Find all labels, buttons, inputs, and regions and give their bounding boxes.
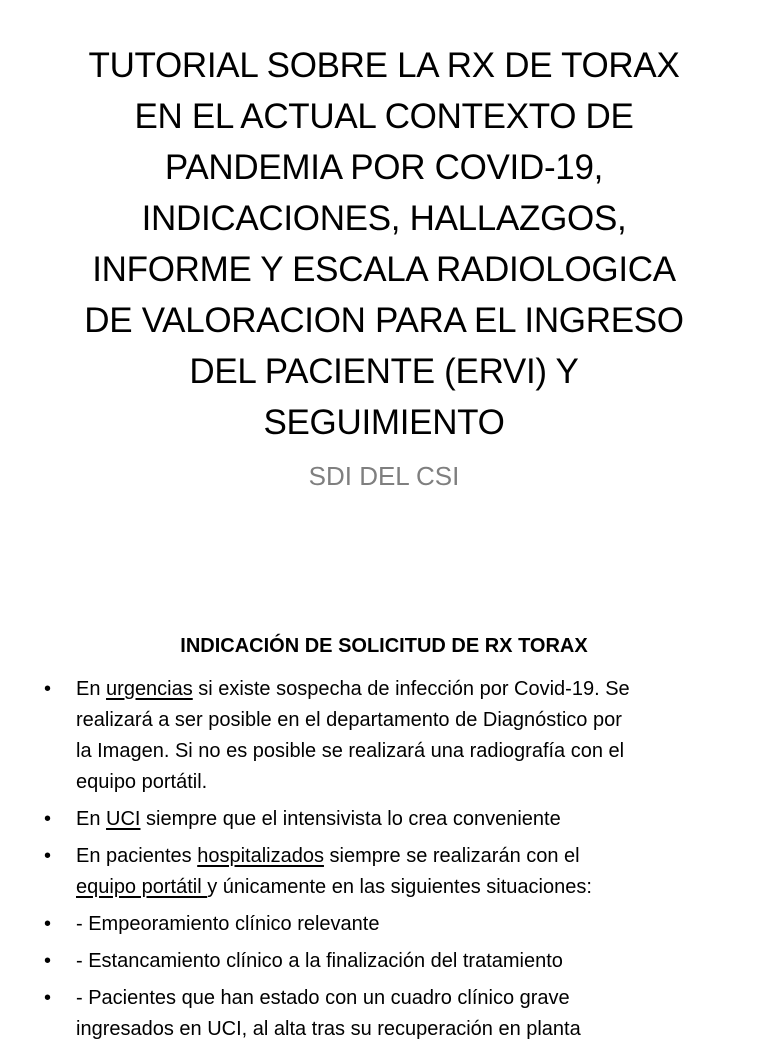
bullet-item-uci bbox=[44, 804, 744, 835]
bullet-item-urgencias bbox=[44, 674, 744, 798]
text-fragment: si existe sospecha de infección por Covid-19. Se bbox=[192, 678, 630, 700]
bullet-item-empeoramiento bbox=[44, 909, 744, 940]
bullet-item-pacientes-graves bbox=[44, 983, 744, 1045]
bullet-icon: • bbox=[44, 913, 52, 935]
title-line: DE VALORACION PARA EL INGRESO bbox=[84, 301, 684, 340]
bullet-icon: • bbox=[44, 987, 52, 1009]
text-line: realizará a ser posible en el departamento de Diagnóstico por bbox=[76, 709, 622, 731]
bullet-item-estancamiento bbox=[44, 946, 744, 977]
title-line: TUTORIAL SOBRE LA RX DE TORAX bbox=[88, 46, 680, 85]
text-line: - Estancamiento clínico a la finalización del tratamiento bbox=[76, 950, 563, 972]
text-line: equipo portátil. bbox=[76, 771, 208, 793]
bullet-list bbox=[44, 674, 744, 1051]
text-line: - Empeoramiento clínico relevante bbox=[76, 913, 380, 935]
title-line: EN EL ACTUAL CONTEXTO DE bbox=[134, 97, 634, 136]
bullet-icon: • bbox=[44, 678, 52, 700]
title-line: INDICACIONES, HALLAZGOS, bbox=[141, 199, 627, 238]
text-fragment: y únicamente en las siguientes situaciones: bbox=[207, 876, 592, 898]
text-fragment: En pacientes bbox=[76, 845, 198, 867]
title-line: DEL PACIENTE (ERVI) Y bbox=[189, 352, 579, 391]
text-fragment: En bbox=[76, 678, 107, 700]
section-heading: INDICACIÓN DE SOLICITUD DE RX TORAX bbox=[180, 635, 588, 657]
text-fragment: En bbox=[76, 808, 107, 830]
bullet-item-hospitalizados bbox=[44, 841, 744, 903]
text-line bbox=[76, 872, 744, 903]
text-line: - Pacientes que han estado con un cuadro clínico grave bbox=[76, 987, 570, 1009]
title-line: INFORME Y ESCALA RADIOLOGICA bbox=[92, 250, 676, 289]
bullet-icon: • bbox=[44, 845, 52, 867]
content-slide bbox=[0, 576, 768, 1040]
text-line: ingresados en UCI, al alta tras su recuperación en planta bbox=[76, 1018, 581, 1040]
text-fragment: siempre se realizarán con el bbox=[323, 845, 580, 867]
underlined-term: urgencias bbox=[106, 678, 193, 700]
underlined-term: UCI bbox=[106, 808, 141, 830]
document-title bbox=[40, 40, 728, 448]
bullet-icon: • bbox=[44, 950, 52, 972]
title-line: SEGUIMIENTO bbox=[263, 403, 505, 442]
title-line: PANDEMIA POR COVID-19, bbox=[164, 148, 604, 187]
text-line bbox=[76, 674, 744, 705]
bullet-icon: • bbox=[44, 808, 52, 830]
underlined-term: hospitalizados bbox=[197, 845, 324, 867]
text-fragment: siempre que el intensivista lo crea conveniente bbox=[140, 808, 561, 830]
underlined-term: equipo portátil bbox=[76, 876, 208, 898]
text-line bbox=[76, 841, 744, 872]
text-line bbox=[76, 804, 744, 835]
text-line: la Imagen. Si no es posible se realizará una radiografía con el bbox=[76, 740, 625, 762]
subtitle: SDI DEL CSI bbox=[308, 461, 460, 491]
